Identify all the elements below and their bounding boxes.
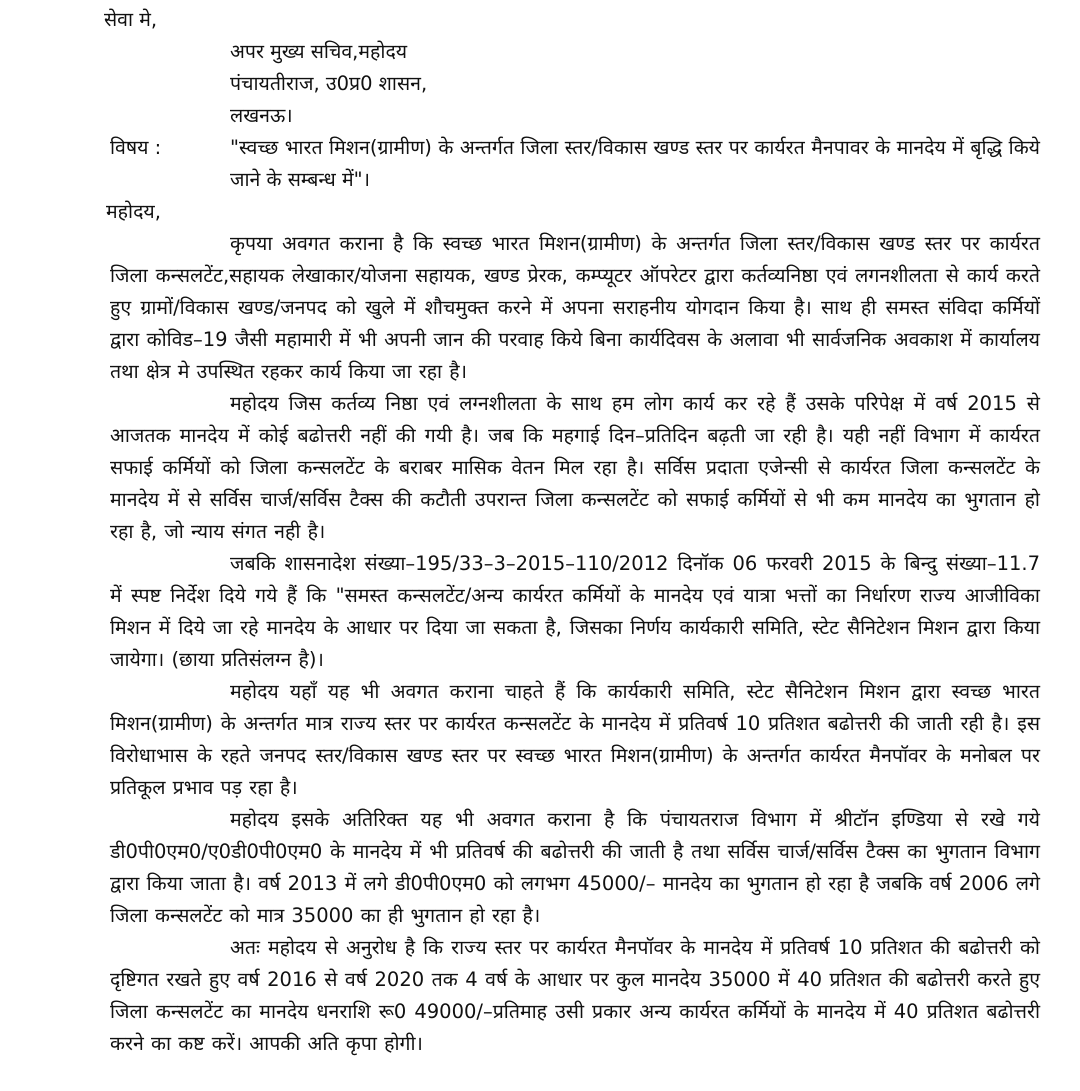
address-line: लखनऊ।: [230, 104, 293, 127]
body-paragraph: अतः महोदय से अनुरोध है कि राज्य स्तर पर कार्यरत मैनपॉवर के मानदेय में प्रतिवर्ष 10 प्रतिशत की बढोत्तरी को दृष्टिगत रखते हुए वर्ष 2016 से वर्ष 2020 तक 4 वर्ष के आधार पर कुल मानदेय 35000 में 40 प्रतिशत की बढोत्तरी करते हुए जिला कन्सलटेंट का मानदेय धनराशि रू0 49000/–प्रतिमाह उसी प्रकार अन्य कार्यरत कर्मियों के मानदेय में 40 प्रतिशत बढोत्तरी करने का कष्ट करें। आपकी अति कृपा होगी।: [110, 936, 1040, 1055]
subject-label: विषय :: [110, 136, 162, 159]
subject-text: "स्वच्छ भारत मिशन(ग्रामीण) के अन्तर्गत जिला स्तर/विकास खण्ड स्तर पर कार्यरत मैनपावर के मानदेय में बृद्धि किये जाने के सम्बन्ध में"।: [230, 136, 1040, 191]
body-paragraph: कृपया अवगत कराना है कि स्वच्छ भारत मिशन(ग्रामीण) के अन्तर्गत जिला स्तर/विकास खण्ड स्तर पर कार्यरत जिला कन्सलटेंट,सहायक लेखाकार/योजना सहायक, खण्ड प्रेरक, कम्प्यूटर ऑपरेटर द्वारा कर्तव्यनिष्ठा एवं लगनशीलता से कार्य करते हुए ग्रामों/विकास खण्ड/जनपद को खुले में शौचमुक्त करने में अपना सराहनीय योगदान किया है। साथ ही समस्त संविदा कर्मियों द्वारा कोविड–19 जैसी महामारी में भी अपनी जान की परवाह किये बिना कार्यदिवस के अलावा भी सार्वजनिक अवकाश में कार्यालय तथा क्षेत्र मे उपस्थित रहकर कार्य किया जा रहा है।: [110, 232, 1040, 383]
address-line: अपर मुख्य सचिव,महोदय: [230, 40, 408, 63]
body-paragraph: जबकि शासनादेश संख्या–195/33–3–2015–110/2012 दिनॉक 06 फरवरी 2015 के बिन्दु संख्या–11.7 में स्पष्ट निर्देश दिये गये हैं कि "समस्त कन्सलटेंट/अन्य कार्यरत कर्मियों के मानदेय एवं यात्रा भत्तों का निर्धारण राज्य आजीविका मिशन में दिये जा रहे मानदेय के आधार पर दिया जा सकता है, जिसका निर्णय कार्यकारी समिति, स्टेट सैनिटेशन मिशन द्वारा किया जायेगा। (छाया प्रतिसंलग्न है)।: [110, 552, 1040, 671]
greeting: महोदय,: [106, 200, 161, 223]
body-paragraph: महोदय इसके अतिरिक्त यह भी अवगत कराना है कि पंचायतराज विभाग में श्रीटॉन इण्डिया से रखे गये डी0पी0एम0/ए0डी0पी0एम0 के मानदेय में भी प्रतिवर्ष की बढोत्तरी की जाती है तथा सर्विस चार्ज/सर्विस टैक्स का भुगतान विभाग द्वारा किया जाता है। वर्ष 2013 में लगे डी0पी0एम0 को लगभग 45000/– मानदेय का भुगतान हो रहा है जबकि वर्ष 2006 लगे जिला कन्सलटेंट को मात्र 35000 का ही भुगतान हो रहा है।: [110, 808, 1040, 927]
to-line: सेवा मे,: [104, 8, 158, 31]
address-line: पंचायतीराज, उ0प्र0 शासन,: [230, 72, 428, 95]
body-paragraph: महोदय जिस कर्तव्य निष्ठा एवं लग्नशीलता के साथ हम लोग कार्य कर रहे हैं उसके परिपेक्ष में वर्ष 2015 से आजतक मानदेय में कोई बढोत्तरी नहीं की गयी है। जब कि महगाई दिन–प्रतिदिन बढ़ती जा रही है। यही नहीं विभाग में कार्यरत सफाई कर्मियों को जिला कन्सलटेंट के बराबर मासिक वेतन मिल रहा है। सर्विस प्रदाता एजेन्सी से कार्यरत जिला कन्सलटेंट के मानदेय में से सर्विस चार्ज/सर्विस टैक्स की कटौती उपरान्त जिला कन्सलटेंट को सफाई कर्मियों से भी कम मानदेय का भुगतान हो रहा है, जो न्याय संगत नही है।: [110, 392, 1040, 543]
subject-row: [110, 132, 1040, 196]
body-paragraph: महोदय यहाँ यह भी अवगत कराना चाहते हैं कि कार्यकारी समिति, स्टेट सैनिटेशन मिशन द्वारा स्वच्छ भारत मिशन(ग्रामीण) के अन्तर्गत मात्र राज्य स्तर पर कार्यरत कन्सलटेंट के मानदेय में प्रतिवर्ष 10 प्रतिशत बढोत्तरी की जाती रही है। इस विरोधाभास के रहते जनपद स्तर/विकास खण्ड स्तर पर स्वच्छ भारत मिशन(ग्रामीण) के अन्तर्गत कार्यरत मैनपॉवर के मनोबल पर प्रतिकूल प्रभाव पड़ रहा है।: [110, 680, 1040, 799]
address-block: [110, 36, 1040, 132]
